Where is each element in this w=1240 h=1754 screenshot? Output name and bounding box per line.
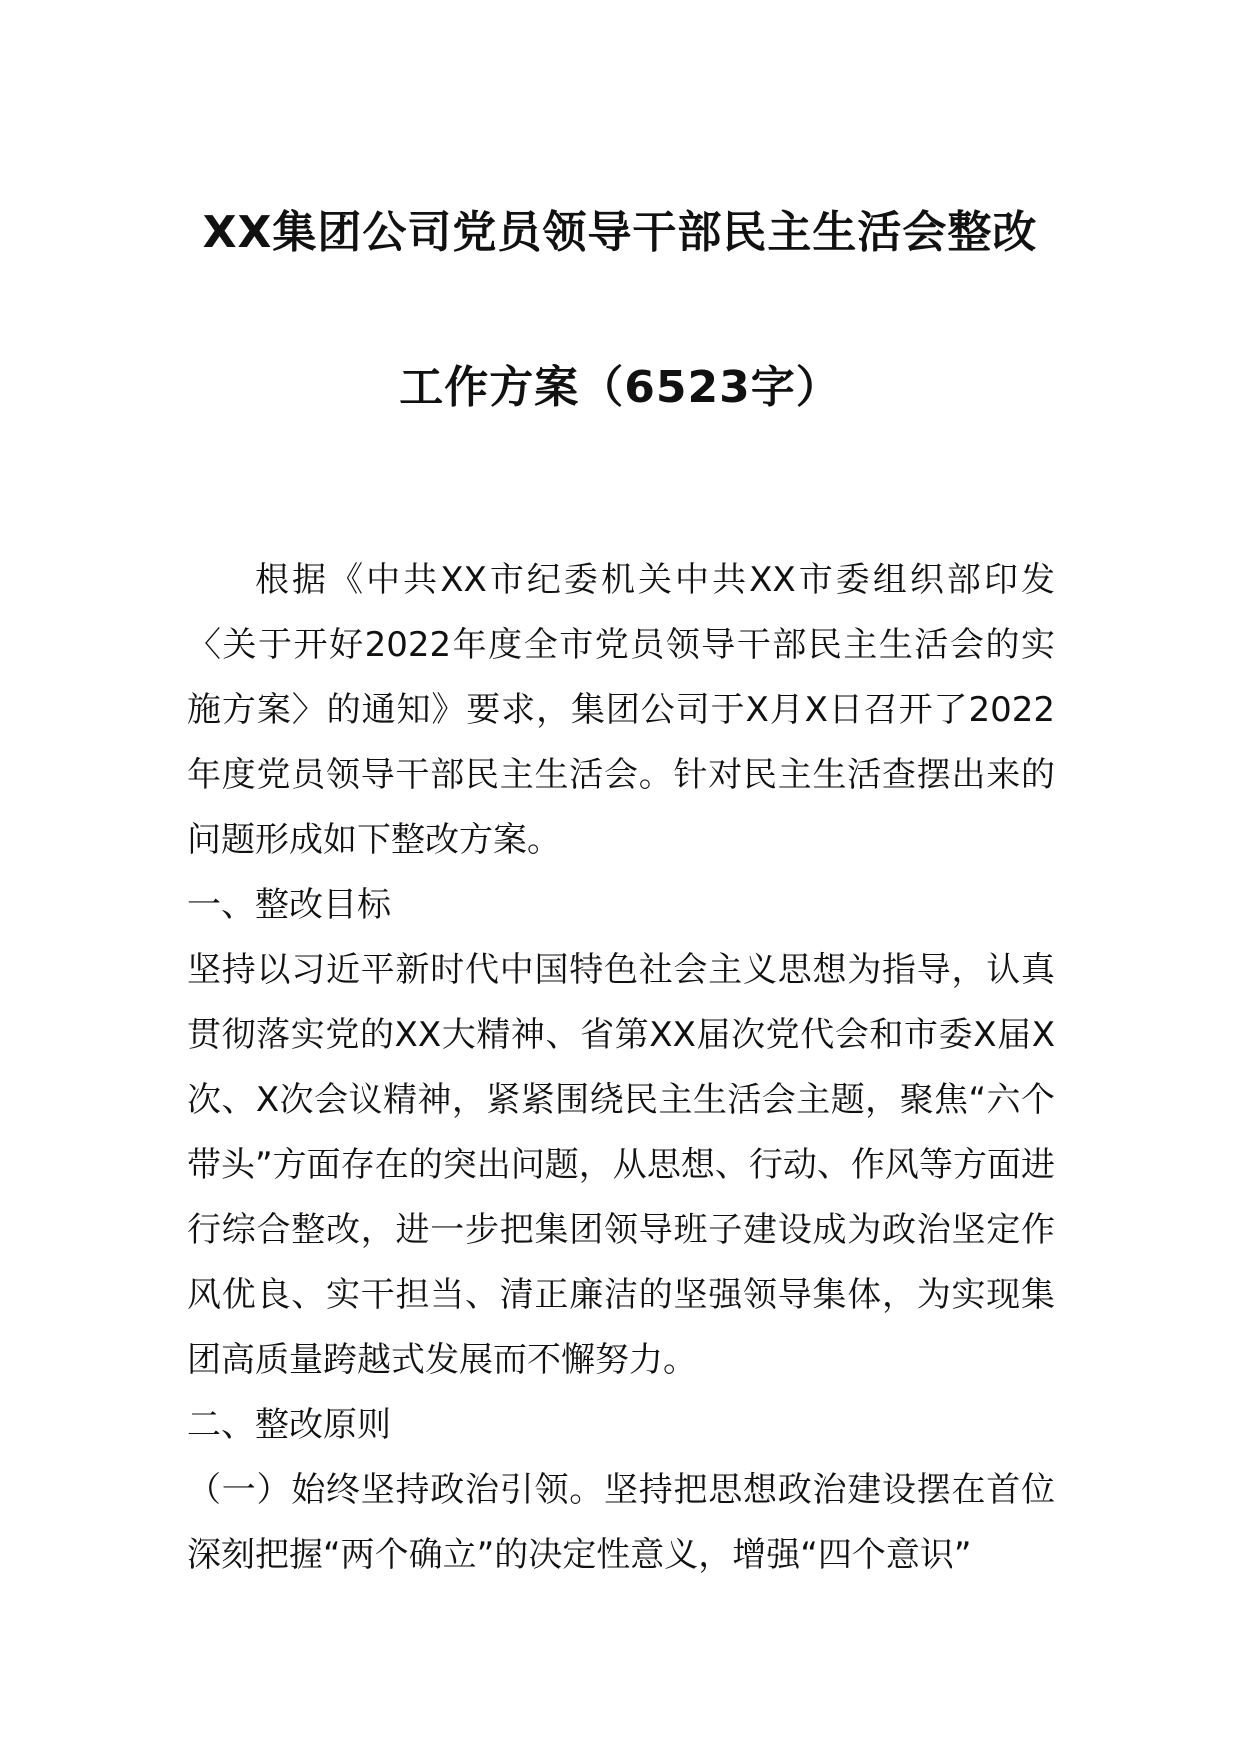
principle-1-paragraph: （一）始终坚持政治引领。坚持把思想政治建设摆在首位深刻把握“两个确立”的决定性意义，增强“四个意识”	[187, 1470, 1055, 1575]
document-title-line-1: XX集团公司党员领导干部民主生活会整改	[202, 207, 1038, 258]
goals-paragraph: 坚持以习近平新时代中国特色社会主义思想为指导，认真贯彻落实党的XX大精神、省第XX届次党代会和市委X届X次、X次会议精神，紧紧围绕民主生活会主题，聚焦“六个带头”方面存在的突出问题，从思想、行动、作风等方面进行综合整改，进一步把集团领导班子建设成为政治坚定作风优良、实干担当、清正廉洁的坚强领导集体，为实现集团高质量跨越式发展而不懈努力。	[187, 950, 1055, 1380]
document-title-line-2: 工作方案（6523字）	[399, 362, 841, 413]
section-heading-goals: 一、整改目标	[187, 885, 391, 925]
section-heading-principles: 二、整改原则	[187, 1405, 391, 1445]
document-body	[187, 548, 1055, 1588]
intro-paragraph: 根据《中共XX市纪委机关中共XX市委组织部印发〈关于开好2022年度全市党员领导干部民主生活会的实施方案〉的通知》要求，集团公司于X月X日召开了2022年度党员领导干部民主生活会。针对民主生活查摆出来的问题形成如下整改方案。	[187, 560, 1055, 860]
